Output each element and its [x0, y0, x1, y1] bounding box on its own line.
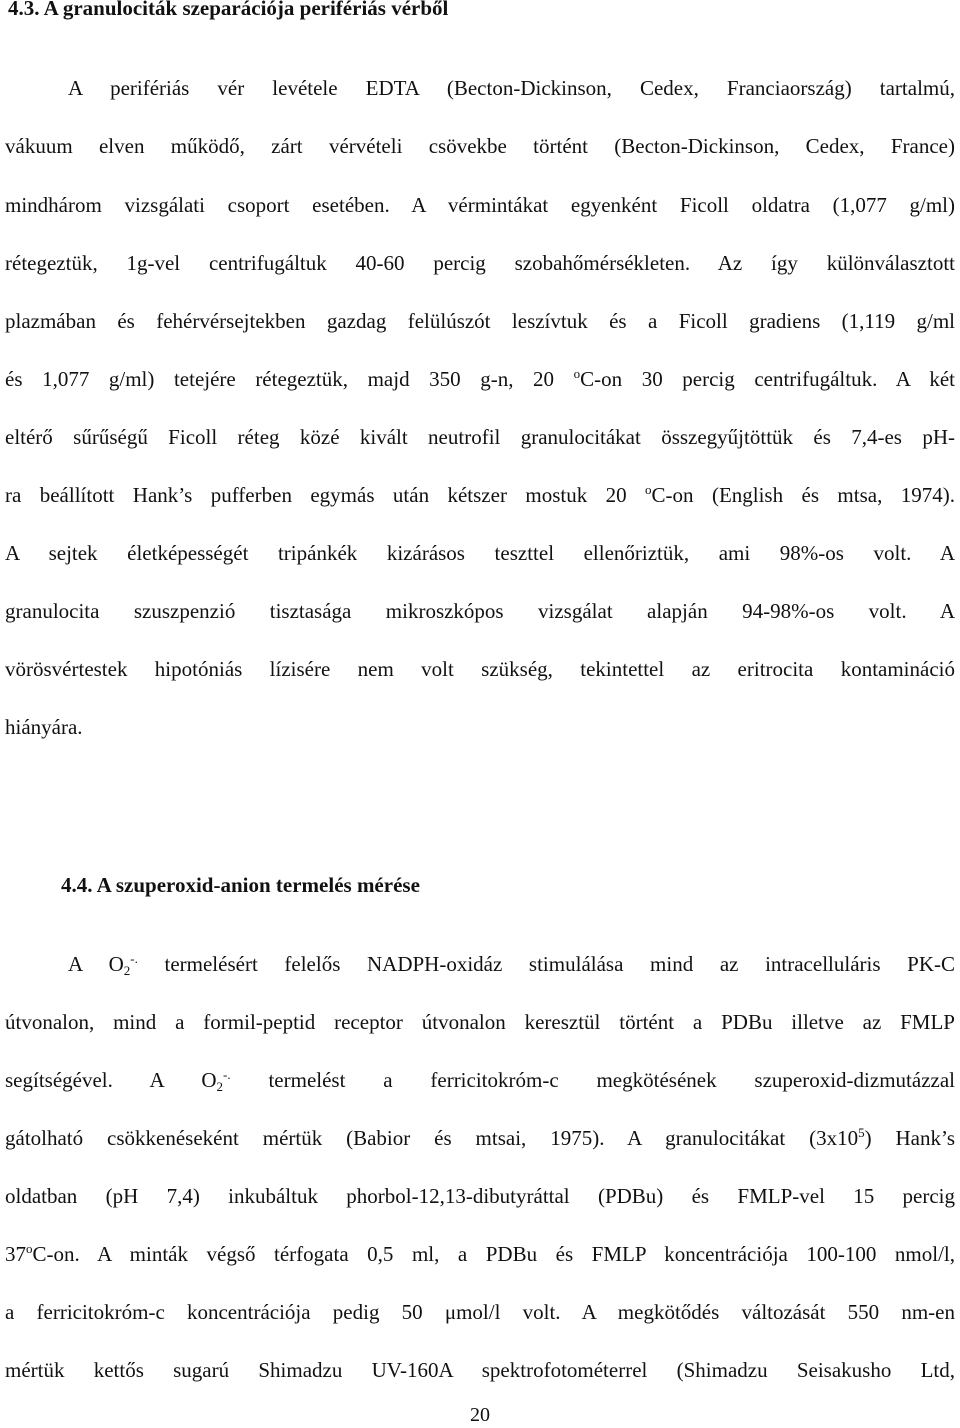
section-heading-4-4: 4.4. A szuperoxid-anion termelés mérése: [61, 873, 420, 897]
paragraph-line: eltérő sűrűségű Ficoll réteg közé kivált neutrofil granulocitákat összegyűjtöttük és 7,4-es pH-: [5, 425, 955, 449]
superscript-exponent: 5: [858, 1125, 865, 1140]
paragraph-line: oldatban (pH 7,4) inkubáltuk phorbol-12,13-dibutyráttal (PDBu) és FMLP-vel 15 percig: [5, 1184, 955, 1208]
superscript-degree: o: [26, 1241, 33, 1256]
paragraph-line: vörösvértestek hipotóniás lízisére nem volt szükség, tekintettel az eritrocita kontamináció: [5, 657, 955, 681]
paragraph-line: hiányára.: [5, 715, 83, 739]
page-number: 20: [470, 1404, 490, 1426]
paragraph-line: a ferricitokróm-c koncentrációja pedig 50 μmol/l volt. A megkötődés változását 550 nm-en: [5, 1300, 955, 1324]
paragraph-line: és 1,077 g/ml) tetejére rétegeztük, majd 350 g-n, 20 $^o$C-on 30 percig centrifugáltuk. A két: [5, 366, 956, 391]
paragraph-line: gátolható csökkenéseként mértük (Babior és mtsai, 1975). A granulocitákat $(3x10^5)$ Hank’s: [5, 1125, 955, 1150]
paragraph-line: A sejtek életképességét tripánkék kizárásos teszttel ellenőriztük, ami 98%-os volt. A: [5, 541, 955, 565]
superscript-charge: -.: [130, 951, 138, 966]
paragraph-line: vákuum elven működő, zárt vérvételi csövekbe történt (Becton-Dickinson, Cedex, France): [5, 134, 955, 158]
paragraph-line: A $O_2^{-.}$ termelésért felelős NADPH-oxidáz stimulálása mind az intracelluláris PK-C: [68, 951, 955, 978]
paragraph-line: mértük kettős sugarú Shimadzu UV-160A spektrofotométerrel (Shimadzu Seisakusho Ltd,: [5, 1358, 955, 1382]
paragraph-line: 37$^o$C-on. A minták végső térfogata 0,5 ml, a PDBu és FMLP koncentrációja 100-100 nmol/l,: [5, 1241, 955, 1266]
paragraph-line: segítségével. A $O_2^{-.}$ termelést a ferricitokróm-c megkötésének szuperoxid-dizmutázzal: [5, 1067, 955, 1094]
paragraph-line: rétegeztük, 1g-vel centrifugáltuk 40-60 percig szobahőmérsékleten. Az így különválasztott: [5, 251, 955, 275]
paragraph-line: ra beállított Hank’s pufferben egymás után kétszer mostuk 20 $^o$C-on (English és mtsa, 1974).: [5, 482, 955, 507]
paragraph-line: granulocita szuszpenzió tisztasága mikroszkópos vizsgálat alapján 94-98%-os volt. A: [5, 599, 955, 623]
subscript: 2: [123, 963, 131, 978]
section-heading-4-3: 4.3. A granulociták szeparációja perifériás vérből: [8, 0, 449, 20]
paragraph-line: A perifériás vér levétele EDTA (Becton-Dickinson, Cedex, Franciaország) tartalmú,: [68, 76, 955, 100]
superscript-charge: -.: [223, 1067, 231, 1082]
paragraph-line: útvonalon, mind a formil-peptid receptor útvonalon keresztül történt a PDBu illetve az FMLP: [5, 1010, 955, 1034]
paragraph-line: plazmában és fehérvérsejtekben gazdag felülúszót leszívtuk és a Ficoll gradiens (1,119 g/ml: [5, 309, 955, 333]
paragraph-line: mindhárom vizsgálati csoport esetében. A vérmintákat egyenként Ficoll oldatra (1,077 g/ml): [5, 193, 955, 217]
subscript: 2: [216, 1079, 224, 1094]
superscript-degree: o: [573, 366, 581, 381]
superscript-degree: o: [645, 482, 652, 497]
